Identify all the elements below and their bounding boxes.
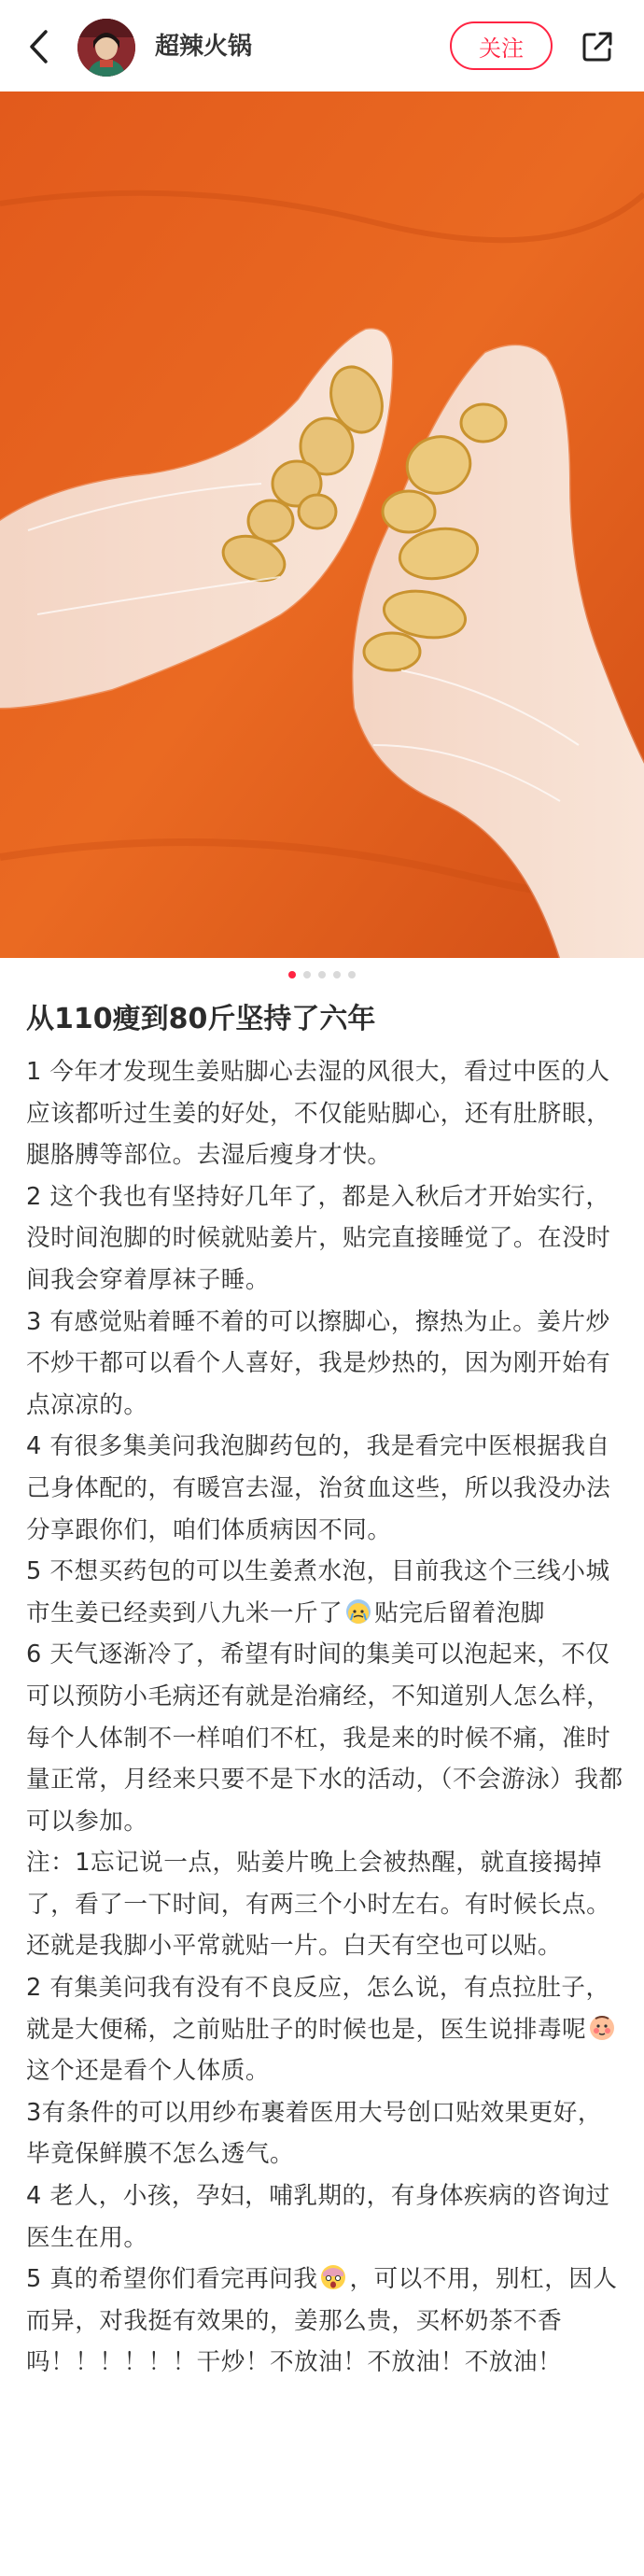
carousel-dot (348, 971, 356, 978)
share-icon (580, 29, 615, 64)
note-5-text: 5 真的希望你们看完再问我 (26, 2265, 318, 2294)
note-4: 4 老人，小孩，孕妇，哺乳期的，有身体疾病的咨询过医生在用。 (26, 2182, 610, 2252)
avatar-image (77, 19, 135, 77)
post-title: 从110瘦到80斤坚持了六年 (26, 1003, 376, 1035)
share-button[interactable] (577, 26, 618, 67)
note-5-text-end: ，可以不用，别杠，因人而异，对我挺有效果的，姜那么贵，买杯奶茶不香吗！！！！！！干炒！不放油！不放油！不放油！ (26, 2265, 618, 2377)
note-2-text-end: 这个还是看个人体质。 (26, 2057, 270, 2086)
top-nav-bar (0, 0, 644, 91)
note-1: 注：1忘记说一点，贴姜片晚上会被热醒，就直接揭掉了，看了一下时间，有两三个小时左右。有时候长点。还就是我脚小平常就贴一片。白天有空也可以贴。 (26, 1849, 611, 1961)
note-5 (26, 2259, 623, 2384)
back-button[interactable] (21, 26, 58, 67)
author-name[interactable]: 超辣火锅 (155, 33, 253, 61)
avatar[interactable] (77, 19, 135, 77)
paragraph-6: 6 天气逐渐冷了，希望有时间的集美可以泡起来，不仅可以预防小毛病还有就是治痛经，不知道别人怎么样，每个人体制不一样咱们不杠，我是来的时候不痛，准时量正常，月经来只要不是下水的活动，（不会游泳）我都可以参加。 (26, 1640, 623, 1836)
feet-ginger-photo (0, 91, 644, 958)
paragraph-5-text: 5 不想买药包的可以生姜煮水泡，目前我这个三线小城市生姜已经卖到八九米一斤了 (26, 1557, 610, 1627)
shocked-face-icon (319, 2263, 347, 2291)
note-2-text: 2 有集美问我有没有不良反应，怎么说，有点拉肚子，就是大便稀，之前贴肚子的时候也是，医生说排毒呢 (26, 1974, 610, 2044)
carousel-dot (318, 971, 326, 978)
carousel-dot (333, 971, 341, 978)
post-body (26, 1051, 623, 2384)
crying-face-icon (344, 1598, 372, 1626)
note-3: 3有条件的可以用纱布裹着医用大号创口贴效果更好，毕竟保鲜膜不怎么透气。 (26, 2098, 602, 2169)
paragraph-5-text-end: 贴完后留着泡脚 (374, 1598, 545, 1627)
paragraph-1: 1 今年才发现生姜贴脚心去湿的风很大，看过中医的人应该都听过生姜的好处，不仅能贴脚心，还有肚脐眼，腿胳膊等部位。去湿后瘦身才快。 (26, 1058, 611, 1170)
post-image[interactable] (0, 91, 644, 958)
paragraph-5 (26, 1551, 623, 1634)
paragraph-3: 3 有感觉贴着睡不着的可以擦脚心，擦热为止。姜片炒不炒干都可以看个人喜好，我是炒热的，因为刚开始有点凉凉的。 (26, 1307, 611, 1419)
note-2 (26, 1967, 623, 2092)
paragraph-4: 4 有很多集美问我泡脚药包的，我是看完中医根据我自己身体配的，有暖宫去湿，治贫血这些，所以我没办法分享跟你们，咱们体质病因不同。 (26, 1432, 611, 1544)
carousel-indicator (0, 971, 644, 984)
carousel-dot (303, 971, 311, 978)
chevron-left-icon (27, 28, 51, 65)
blushing-face-icon (588, 2014, 616, 2042)
paragraph-2: 2 这个我也有坚持好几年了，都是入秋后才开始实行，没时间泡脚的时候就贴姜片，贴完直接睡觉了。在没时间我会穿着厚袜子睡。 (26, 1182, 611, 1294)
carousel-dot-active (288, 971, 296, 978)
follow-button[interactable]: 关注 (450, 21, 553, 70)
